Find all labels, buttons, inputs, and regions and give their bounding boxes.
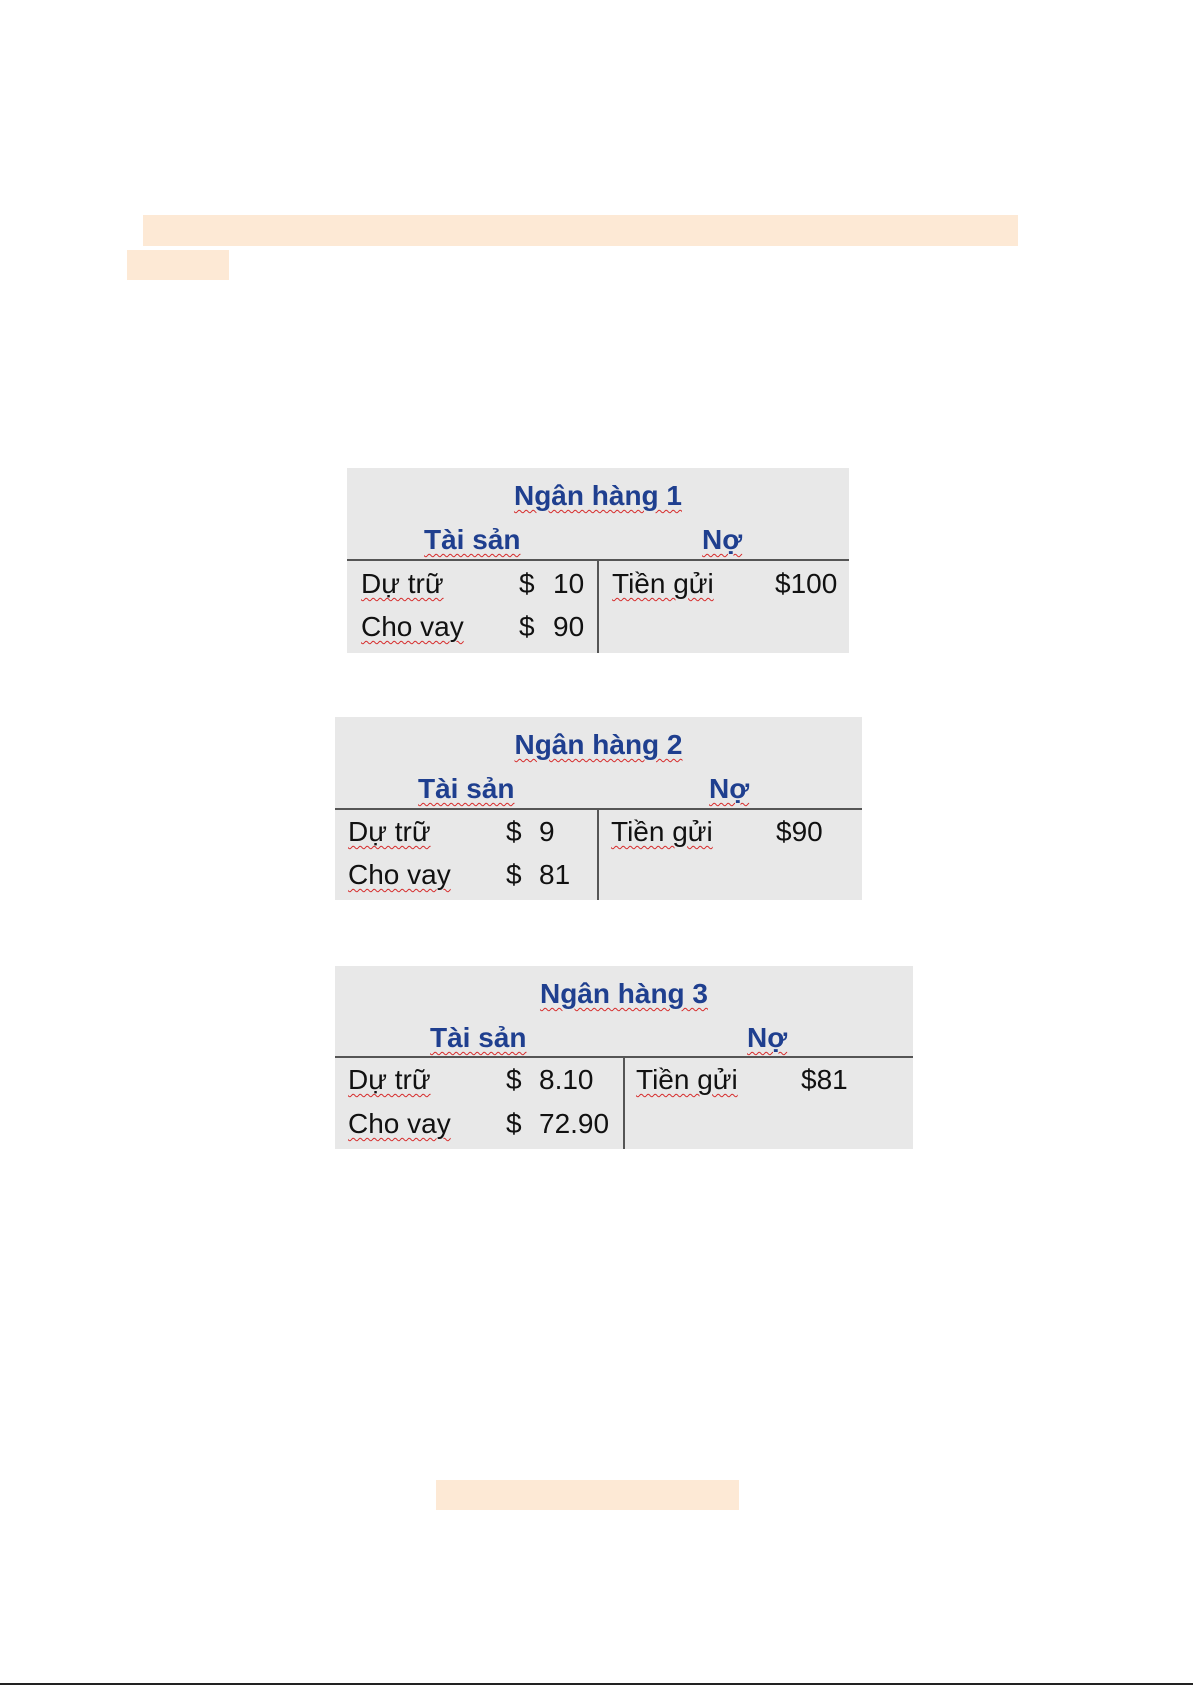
- bank-1-deposits-value: $100: [775, 568, 838, 599]
- bank-1-loans-currency: $: [519, 611, 535, 642]
- bank-2-loans-value: 81: [539, 859, 571, 890]
- bank-2-reserves-label: Dự trữ: [348, 816, 431, 847]
- bank-3-liabilities-header: Nợ: [747, 1022, 788, 1053]
- bank-1-column-divider: [597, 559, 599, 653]
- bank-3-loans-value: 72.90: [539, 1108, 610, 1139]
- highlight-band-3: [436, 1480, 739, 1510]
- bank-3-balance-sheet: [335, 966, 913, 1149]
- highlight-band-1: [143, 215, 1018, 246]
- bank-2-balance-sheet: [335, 717, 862, 900]
- bank-1-reserves-value: 10: [553, 568, 585, 599]
- bank-1-reserves-label: Dự trữ: [361, 568, 444, 599]
- bank-1-loans-label: Cho vay: [361, 611, 464, 642]
- bank-2-loans-label: Cho vay: [348, 859, 451, 890]
- bank-2-title: Ngân hàng 2: [514, 729, 683, 760]
- bank-3-assets-header: Tài sản: [430, 1022, 527, 1053]
- bank-3-title: Ngân hàng 3: [539, 978, 708, 1009]
- bank-3-loans-label: Cho vay: [348, 1108, 451, 1139]
- bank-2-reserves-value: 9: [539, 816, 555, 847]
- bank-2-deposits-label: Tiền gửi: [611, 816, 713, 847]
- bank-2-assets-header: Tài sản: [418, 773, 515, 804]
- bank-1-title: Ngân hàng 1: [513, 480, 682, 511]
- bank-3-loans-currency: $: [506, 1108, 522, 1139]
- bank-3-deposits-value: $81: [801, 1064, 848, 1095]
- bank-3-reserves-value: 8.10: [539, 1064, 594, 1095]
- bank-3-reserves-currency: $: [506, 1064, 522, 1095]
- bank-2-deposits-value: $90: [776, 816, 823, 847]
- bank-3-column-divider: [623, 1056, 625, 1149]
- bank-1-reserves-currency: $: [519, 568, 535, 599]
- bank-1-deposits-label: Tiền gửi: [612, 568, 714, 599]
- bank-1-assets-header: Tài sản: [424, 524, 521, 555]
- highlight-band-2: [127, 250, 229, 280]
- bank-2-liabilities-header: Nợ: [709, 773, 750, 804]
- bank-1-liabilities-header: Nợ: [702, 524, 743, 555]
- bank-1-balance-sheet: [347, 468, 849, 653]
- bank-3-reserves-label: Dự trữ: [348, 1064, 431, 1095]
- bank-3-deposits-label: Tiền gửi: [636, 1064, 738, 1095]
- bank-1-loans-value: 90: [553, 611, 585, 642]
- bank-2-loans-currency: $: [506, 859, 522, 890]
- bank-2-column-divider: [597, 808, 599, 900]
- bank-2-reserves-currency: $: [506, 816, 522, 847]
